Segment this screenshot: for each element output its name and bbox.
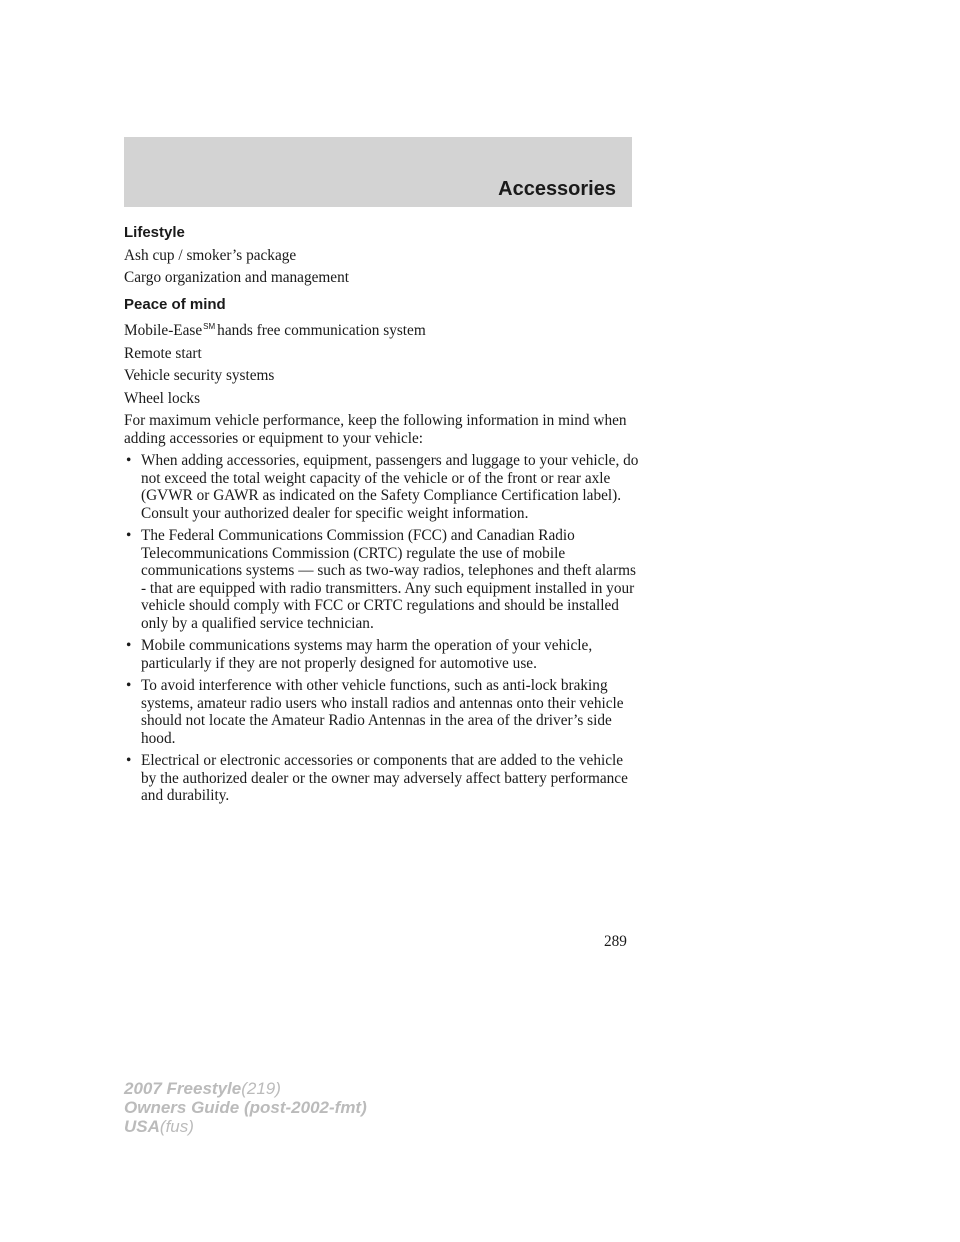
peace-of-mind-item: Vehicle security systems — [124, 367, 275, 384]
list-item-text: When adding accessories, equipment, passengers and luggage to your vehicle, do not exceed the total weight capacity of the vehicle or of the front or rear axle (GVWR or GAWR as indicated on the Safety Compliance Certification label). Consult your authorized dealer for specific weight information. — [141, 452, 639, 522]
peace-of-mind-heading: Peace of mind — [124, 295, 226, 313]
list-item — [124, 637, 639, 672]
section-header-bar — [124, 137, 632, 207]
footer-market: USA — [124, 1117, 160, 1136]
footer-model-code: (219) — [241, 1079, 281, 1098]
footer-market-code: (fus) — [159, 1117, 194, 1136]
bullet-icon: • — [126, 752, 132, 769]
mobile-ease-description: hands free communication system — [217, 322, 426, 339]
bullet-icon: • — [126, 677, 132, 694]
footer-line-model — [124, 1079, 367, 1098]
list-item-text: The Federal Communications Commission (FCC) and Canadian Radio Telecommunications Commission (CRTC) regulate the use of mobile communications systems — such as two-way radios, telephones and theft alarms - that are equipped with radio transmitters. Any such equipment installed in your vehicle should comply with FCC or CRTC regulations and should be installed only by a qualified service technician. — [141, 527, 636, 632]
footer-line-guide — [124, 1098, 367, 1117]
mobile-ease-name: Mobile-Ease — [124, 322, 203, 339]
section-title: Accessories — [498, 178, 616, 200]
bullet-icon: • — [126, 637, 132, 654]
service-mark-icon: SM — [203, 322, 216, 331]
advice-list — [124, 452, 639, 805]
list-item-text: Mobile communications systems may harm the operation of your vehicle, particularly if they are not properly designed for automotive use. — [141, 637, 593, 672]
footer-line-market — [124, 1117, 367, 1136]
list-item-text: To avoid interference with other vehicle functions, such as anti-lock braking systems, amateur radio users who install radios and antennas onto their vehicle should not locate the Amateur Radio Antennas in the area of the driver’s side hood. — [141, 677, 624, 747]
list-item — [124, 527, 639, 632]
lifestyle-heading: Lifestyle — [124, 224, 185, 241]
list-item — [124, 452, 639, 522]
page-number: 289 — [604, 933, 627, 950]
bullet-icon: • — [126, 527, 132, 544]
peace-of-mind-item: Wheel locks — [124, 389, 201, 407]
mobile-ease-item — [124, 318, 639, 340]
document-footer — [124, 1079, 367, 1136]
page-content — [124, 220, 639, 810]
list-item — [124, 677, 639, 747]
lifestyle-item: Ash cup / smoker’s package — [124, 246, 297, 264]
footer-guide: Owners Guide (post-2002-fmt) — [124, 1098, 367, 1117]
bullet-icon: • — [126, 452, 132, 469]
footer-model: 2007 Freestyle — [124, 1079, 242, 1098]
lifestyle-item: Cargo organization and management — [124, 269, 349, 286]
intro-paragraph: For maximum vehicle performance, keep the following information in mind when adding accessories or equipment to your vehicle: — [124, 412, 627, 447]
peace-of-mind-item: Remote start — [124, 344, 202, 362]
list-item-text: Electrical or electronic accessories or components that are added to the vehicle by the authorized dealer or the owner may adversely affect battery performance and durability. — [141, 752, 628, 804]
list-item — [124, 752, 639, 805]
